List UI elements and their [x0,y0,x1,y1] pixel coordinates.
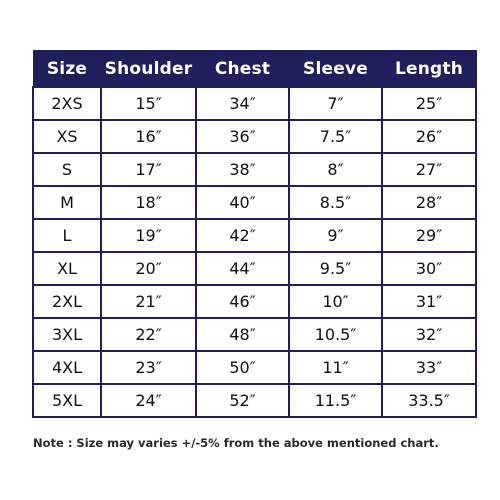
header-sleeve: Sleeve [289,51,382,88]
cell-sleeve: 7″ [289,87,382,120]
cell-length: 28″ [382,186,476,219]
cell-length: 29″ [382,219,476,252]
cell-sleeve: 9″ [289,219,382,252]
table-row [33,120,476,153]
cell-chest: 48″ [196,318,289,351]
header-size: Size [33,51,101,88]
cell-length: 32″ [382,318,476,351]
size-chart-table [32,50,477,418]
cell-length: 31″ [382,285,476,318]
cell-size: S [33,153,101,186]
cell-sleeve: 10.5″ [289,318,382,351]
cell-chest: 46″ [196,285,289,318]
cell-sleeve: 10″ [289,285,382,318]
cell-shoulder: 22″ [101,318,196,351]
cell-shoulder: 17″ [101,153,196,186]
cell-chest: 34″ [196,87,289,120]
header-chest: Chest [196,51,289,88]
cell-shoulder: 16″ [101,120,196,153]
size-chart-body [33,87,476,417]
cell-size: 4XL [33,351,101,384]
cell-size: XL [33,252,101,285]
header-shoulder: Shoulder [101,51,196,88]
cell-chest: 44″ [196,252,289,285]
cell-size: M [33,186,101,219]
cell-shoulder: 24″ [101,384,196,417]
cell-shoulder: 23″ [101,351,196,384]
cell-chest: 36″ [196,120,289,153]
cell-chest: 50″ [196,351,289,384]
cell-chest: 40″ [196,186,289,219]
cell-shoulder: 20″ [101,252,196,285]
cell-length: 26″ [382,120,476,153]
cell-length: 27″ [382,153,476,186]
size-chart-header [33,51,476,88]
table-row [33,384,476,417]
cell-size: L [33,219,101,252]
cell-shoulder: 15″ [101,87,196,120]
cell-shoulder: 18″ [101,186,196,219]
cell-sleeve: 9.5″ [289,252,382,285]
cell-sleeve: 7.5″ [289,120,382,153]
cell-size: 3XL [33,318,101,351]
size-note: Note : Size may varies +/-5% from the above mentioned chart. [33,436,439,450]
header-row [33,51,476,88]
table-row [33,318,476,351]
table-row [33,285,476,318]
table-row [33,153,476,186]
cell-sleeve: 8.5″ [289,186,382,219]
table-row [33,186,476,219]
cell-length: 30″ [382,252,476,285]
table-row [33,351,476,384]
cell-sleeve: 11.5″ [289,384,382,417]
cell-length: 25″ [382,87,476,120]
table-row [33,252,476,285]
cell-length: 33″ [382,351,476,384]
cell-length: 33.5″ [382,384,476,417]
cell-size: 2XS [33,87,101,120]
cell-chest: 52″ [196,384,289,417]
cell-chest: 38″ [196,153,289,186]
cell-size: 5XL [33,384,101,417]
table-row [33,219,476,252]
cell-sleeve: 11″ [289,351,382,384]
cell-chest: 42″ [196,219,289,252]
cell-shoulder: 21″ [101,285,196,318]
header-length: Length [382,51,476,88]
table-row [33,87,476,120]
cell-shoulder: 19″ [101,219,196,252]
cell-sleeve: 8″ [289,153,382,186]
cell-size: XS [33,120,101,153]
cell-size: 2XL [33,285,101,318]
